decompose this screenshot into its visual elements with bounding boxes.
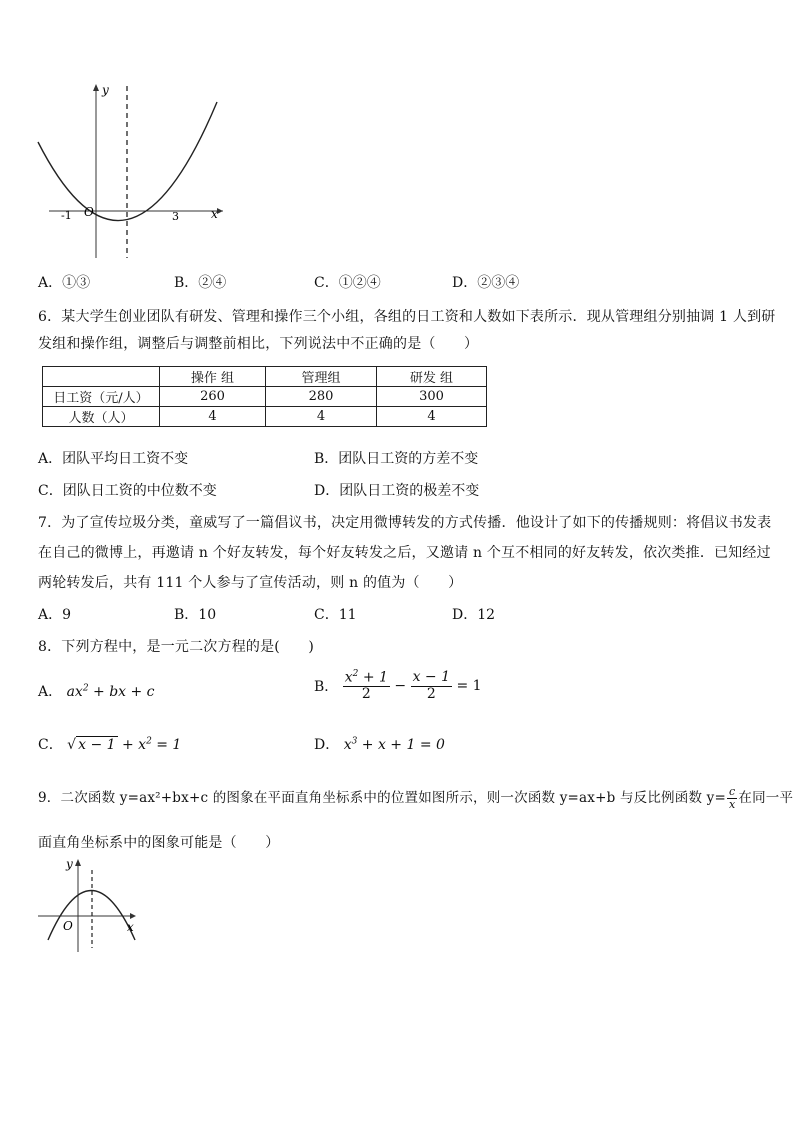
x-axis-arrow	[130, 913, 136, 919]
q5-option-b[interactable]: B．②④	[174, 275, 227, 291]
q5-option-a[interactable]: A．①③	[38, 275, 91, 291]
graph-2-origin-label: O	[63, 919, 73, 933]
q8-option-d[interactable]	[314, 734, 445, 754]
q9-inline-fraction	[727, 786, 737, 811]
table-cell: 4	[160, 407, 266, 427]
q7-stem-line-3: 两轮转发后，共有 111 个人参与了宣传活动，则 n 的值为（ ）	[38, 575, 463, 591]
q8-option-d-formula: $x^3 + x + 1 = 0$	[343, 736, 445, 753]
q8-option-d-label: D．	[314, 737, 340, 753]
table-header-row	[43, 367, 487, 387]
graph-1-neg-one-label: -1	[61, 209, 72, 222]
table-cell: 日工资（元/人）	[43, 387, 160, 407]
table-cell: 人数（人）	[43, 407, 160, 427]
q8-option-b-label: B．	[314, 679, 339, 696]
q8-option-a-formula: $ax^2$ + bx + c	[66, 683, 155, 700]
table-header-cell: 管理组	[266, 367, 377, 387]
q7-option-c[interactable]: C．11	[314, 607, 357, 623]
q8-option-b[interactable]: B． $\frac{x^2 + 1}{2}$ − $\frac{x - 1}{2}$ = 1	[314, 669, 482, 703]
q6-option-b[interactable]: B．团队日工资的方差不变	[314, 451, 479, 467]
q8-option-c-label: C．	[38, 737, 63, 753]
table-cell: 260	[160, 387, 266, 407]
graph-1-y-label: y	[102, 83, 109, 97]
q6-stem-line-1: 6．某大学生创业团队有研发、管理和操作三个小组，各组的日工资和人数如下表所示．现从管理组分别抽调 1 人到研	[38, 309, 776, 325]
q6-option-c[interactable]: C．团队日工资的中位数不变	[38, 483, 217, 499]
q8-option-b-fraction-1: $\frac{x^2 + 1}{2}$	[344, 669, 388, 703]
q9-stem-line-2: 面直角坐标系中的图象可能是（ ）	[38, 835, 280, 851]
q8-option-a[interactable]	[38, 681, 155, 701]
q9-stem-line-1	[38, 786, 793, 811]
q6-option-a[interactable]: A．团队平均日工资不变	[38, 451, 189, 467]
q7-option-d[interactable]: D．12	[452, 607, 496, 623]
parabola-graph-2	[36, 856, 140, 956]
table-row	[43, 407, 487, 427]
table-cell: 4	[377, 407, 487, 427]
graph-1-x-label: x	[211, 207, 218, 221]
q8-option-c-formula: √ $x - 1 + x^2 = 1$	[67, 736, 182, 753]
graph-1-three-label: 3	[172, 210, 179, 223]
table-header-cell: 操作 组	[160, 367, 266, 387]
table-header-cell: 研发 组	[377, 367, 487, 387]
q8-option-a-label: A．	[38, 684, 63, 700]
q6-salary-table	[42, 366, 487, 427]
graph-1-grid	[37, 84, 225, 256]
q5-option-d[interactable]: D．②③④	[452, 275, 520, 291]
table-cell: 300	[377, 387, 487, 407]
q7-stem-line-1: 7．为了宣传垃圾分类，童威写了一篇倡议书，决定用微博转发的方式传播．他设计了如下的传播规则：将倡议书发表	[38, 515, 772, 531]
graph-1-origin-label: O	[84, 205, 94, 219]
graph-2-y-label: y	[66, 857, 73, 871]
q5-option-c[interactable]: C．①②④	[314, 275, 381, 291]
q8-option-b-fraction-2: $\frac{x - 1}{2}$	[412, 669, 451, 702]
q8-option-c[interactable]	[38, 734, 181, 754]
table-cell: 280	[266, 387, 377, 407]
table-cell: 4	[266, 407, 377, 427]
q9-fraction-denominator: x	[729, 798, 736, 812]
table-header-cell	[43, 367, 160, 387]
q7-option-b[interactable]: B．10	[174, 607, 217, 623]
q6-option-d[interactable]: D．团队日工资的极差不变	[314, 483, 480, 499]
q9-stem-part-1: 9．二次函数 y=ax²+bx+c 的图象在平面直角坐标系中的位置如图所示，则一次函数 y=ax+b 与反比例函数 y=	[38, 790, 726, 807]
q7-stem-line-2: 在自己的微博上，再邀请 n 个好友转发，每个好友转发之后，又邀请 n 个互不相同的好友转发，依次类推．已知经过	[38, 545, 771, 561]
q9-fraction-numerator: c	[727, 786, 737, 799]
q6-stem-line-2: 发组和操作组，调整后与调整前相比，下列说法中不正确的是（ ）	[38, 336, 479, 352]
parabola-graph-1	[35, 82, 230, 262]
q7-option-a[interactable]: A．9	[38, 607, 72, 623]
y-axis-arrow	[75, 859, 81, 866]
q9-stem-part-2: 在同一平	[738, 790, 794, 807]
table-row	[43, 387, 487, 407]
graph-2-x-label: x	[127, 920, 134, 934]
q8-stem: 8．下列方程中，是一元二次方程的是( )	[38, 639, 315, 655]
